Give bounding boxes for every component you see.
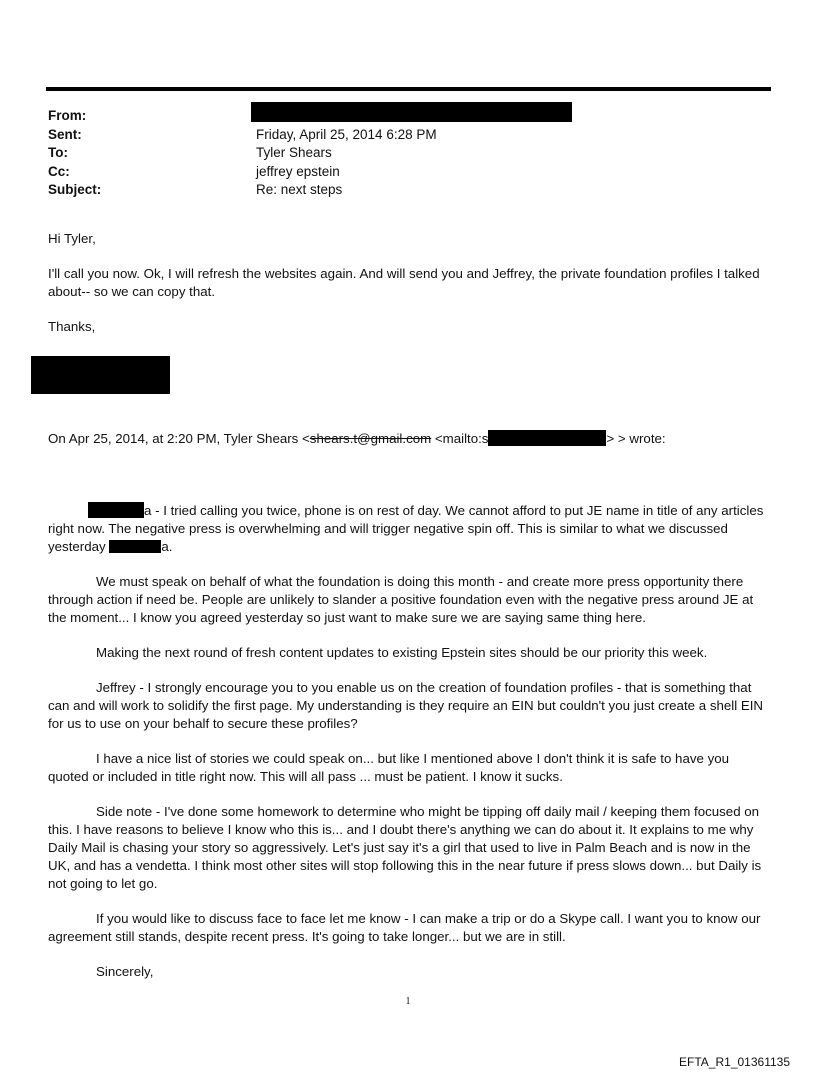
redacted-signature xyxy=(31,356,170,394)
quoted-paragraph-6: Side note - I've done some homework to determine who might be tipping off daily mail / keeping them focused on this. I have reasons to believe I know who this is... and I doubt there's anything we can do about it. It explains to me why Daily Mail is chasing your story so aggressively. Let's just say it's a girl that used to live in Palm Beach and is now in the UK, and has a vendetta. I think most other sites will stop following this in the near future if press slows down... but Daily is not going to let go. xyxy=(48,804,762,891)
cc-row xyxy=(48,163,768,182)
quoted-paragraph-2: We must speak on behalf of what the foundation is doing this month - and create more press opportunity there through action if need be. People are unlikely to slander a positive foundation even with the negative press around JE at the moment... I know you agreed yesterday so just want to make sure we are saying same thing here. xyxy=(48,574,754,625)
sent-value: Friday, April 25, 2014 6:28 PM xyxy=(256,126,437,142)
reply-body xyxy=(48,230,770,353)
to-row xyxy=(48,144,768,163)
subject-label: Subject: xyxy=(48,182,102,197)
quoted-message xyxy=(48,502,770,998)
redacted-from-address xyxy=(251,102,572,122)
from-row xyxy=(48,107,768,126)
subject-value: Re: next steps xyxy=(256,182,343,197)
reply-paragraph: I'll call you now. Ok, I will refresh the websites again. And will send you and Jeffrey, the private foundation profiles I talked about-- so we can copy that. xyxy=(48,266,760,299)
quoted-closing: Sincerely, xyxy=(96,964,154,979)
document-id: EFTA_R1_01361135 xyxy=(679,1055,790,1069)
to-label: To: xyxy=(48,145,68,160)
quoted-paragraph-3: Making the next round of fresh content updates to existing Epstein sites should be our priority this week. xyxy=(96,645,708,660)
to-value: Tyler Shears xyxy=(256,145,332,160)
quote-header-prefix: On Apr 25, 2014, at 2:20 PM, Tyler Shears < xyxy=(48,431,310,446)
quote-header-suffix: > > wrote: xyxy=(606,431,666,446)
quoted-paragraph-5: I have a nice list of stories we could speak on... but like I mentioned above I don't think it is safe to have you quoted or included in title right now. This will all pass ... must be patient. I know it sucks. xyxy=(48,751,730,784)
header-rule xyxy=(46,87,771,91)
mailto-prefix: <mailto:s xyxy=(431,431,489,446)
sent-row xyxy=(48,126,768,145)
from-label: From: xyxy=(48,108,87,123)
quote-header xyxy=(48,430,666,448)
greeting: Hi Tyler, xyxy=(48,231,96,246)
redacted-name xyxy=(109,540,161,553)
quoted-paragraph-7: If you would like to discuss face to face let me know - I can make a trip or do a Skype call. I want you to know our agreement still stands, despite recent press. It's going to take longer... but we are in still. xyxy=(48,911,761,944)
page-number: 1 xyxy=(405,996,411,1007)
email-header xyxy=(48,107,768,200)
struck-email: shears.t@gmail.com xyxy=(309,431,432,446)
redacted-name xyxy=(88,502,144,518)
cc-value: jeffrey epstein xyxy=(256,163,340,179)
reply-closing: Thanks, xyxy=(48,319,96,334)
subject-row xyxy=(48,181,768,200)
redacted-mailto xyxy=(488,430,606,446)
quoted-p1-text: a - I tried calling you twice, phone is on rest of day. We cannot afford to put JE name in title of any articles right now. The negative press is overwhelming and will trigger negative spin off. This is similar to what we discussed yesterday xyxy=(48,503,764,554)
quoted-paragraph-1 xyxy=(48,502,770,556)
sent-label: Sent: xyxy=(48,126,82,142)
quoted-paragraph-4: Jeffrey - I strongly encourage you to you enable us on the creation of foundation profiles - that is something that can and will work to solidify the first page. My understanding is they require an EIN but couldn't you just create a shell EIN for us to use on your behalf to secure these profiles? xyxy=(48,680,764,731)
cc-label: Cc: xyxy=(48,163,70,179)
quoted-p1-end: a. xyxy=(161,539,173,554)
